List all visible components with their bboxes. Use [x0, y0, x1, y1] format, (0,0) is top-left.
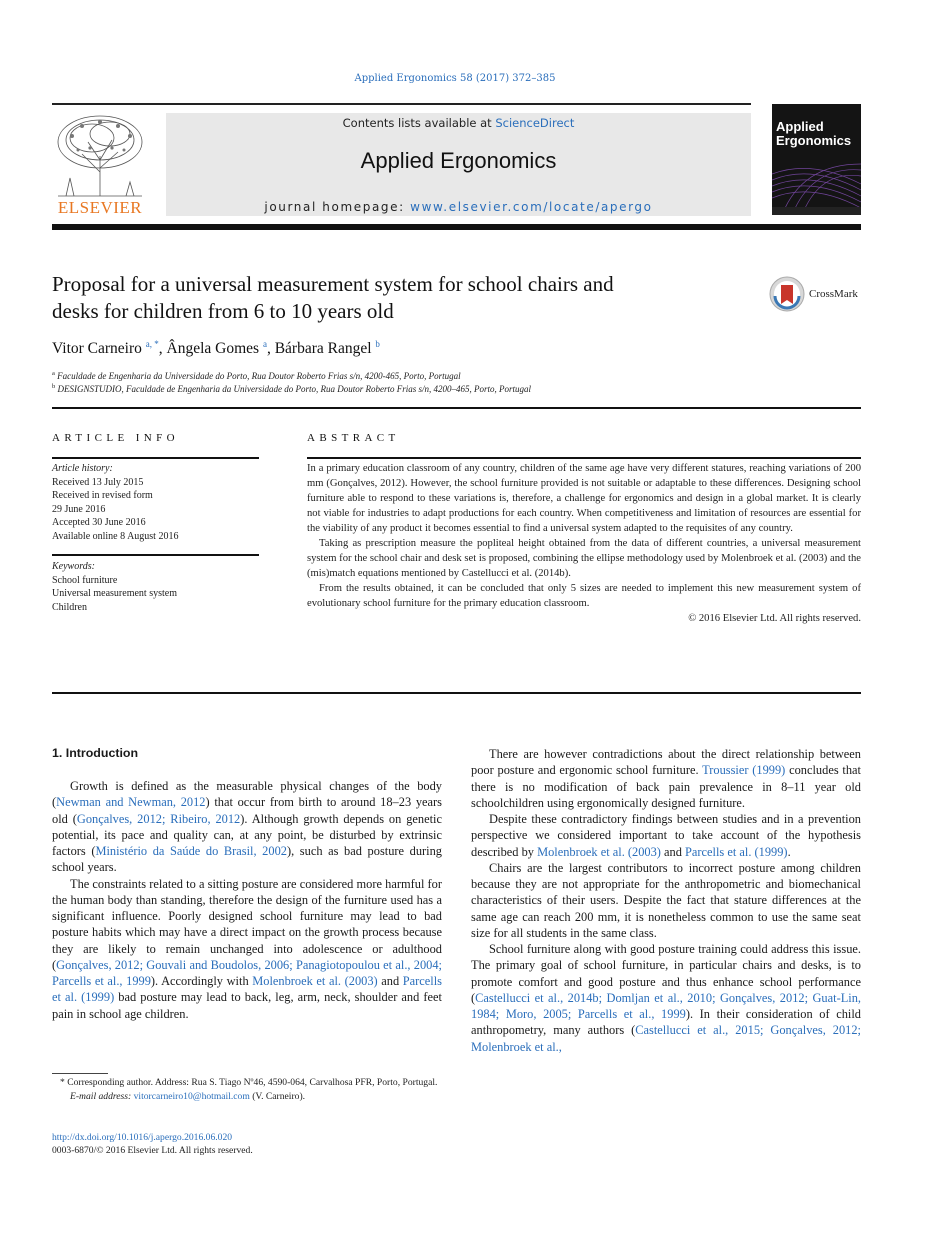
citation-link[interactable]: Ministério da Saúde do Brasil, 2002: [95, 844, 287, 858]
author-list: [52, 339, 380, 358]
crossmark-label: CrossMark: [809, 288, 858, 300]
body-text: ). In their consideration of child anthropometry, many authors (: [471, 1007, 862, 1038]
abstract-paragraph: In a primary education classroom of any country, children of the same age have very different statures, reaching variations of 200 mm (Gonçalves, 2012). However, the school furniture provided is not suitable or adaptable to these differences. Designing school furniture able to respond to these variations is, therefore, a challenge for ergonomics and design in a global market. It is clearly not viable for industries to adapt productions for each country. When competitiveness and limitation of resources are essential for the viability of any product it becomes essential to find a universal system adapted to the requisites of any country.: [307, 463, 861, 534]
email-line: [52, 1090, 442, 1104]
abstract-copyright: © 2016 Elsevier Ltd. All rights reserved.: [688, 613, 861, 624]
history-item: Accepted 30 June 2016: [52, 517, 146, 528]
author-name[interactable]: , Bárbara Rangel: [266, 340, 376, 358]
introduction-heading: 1. Introduction: [52, 746, 139, 760]
cover-title-line-1: Applied: [776, 119, 824, 134]
affiliation-b: [52, 383, 531, 394]
footnote: [52, 1076, 442, 1103]
body-text: Growth is defined as the measurable physical changes of the body (: [52, 779, 442, 810]
body-paragraph: [471, 941, 861, 1055]
contents-line: [166, 116, 751, 130]
journal-cover-image[interactable]: [772, 104, 861, 215]
body-text: .: [787, 844, 791, 859]
citation-link[interactable]: Parcells et al. (1999): [52, 974, 442, 1005]
body-text: ) that occur from birth to around 18–23 years old (: [52, 795, 442, 826]
section-divider: [52, 692, 861, 694]
homepage-prefix: journal homepage:: [264, 200, 411, 214]
body-column-left: [52, 778, 442, 1022]
body-text: and: [377, 974, 403, 988]
abstract-paragraph: Taking as prescription measure the popliteal height obtained from the data of different countries, a universal measurement system for the school chair and desk set is proposed, combining the ellipse methodology used by Molenbroek et al. (2003) and the (mis)match equations mentioned by Castellucci et al. (2014b).: [307, 538, 861, 579]
citation-link[interactable]: Molenbroek et al. (2003): [537, 844, 661, 859]
keywords-label: Keywords:: [52, 561, 95, 572]
body-paragraph: [471, 811, 861, 860]
body-text: ). Accordingly with: [150, 974, 253, 988]
body-text: concludes that there is no modification of back pain prevalence in 8–11 year old schoolchildren using ergonomically designed furniture.: [471, 763, 862, 810]
elsevier-logo[interactable]: [52, 112, 148, 218]
citation-link[interactable]: Gonçalves, 2012; Gouvali and Boudolos, 2006; Panagiotopoulou et al., 2004; Parcells et al., 1999: [52, 957, 442, 988]
footnote-rule: [52, 1073, 108, 1074]
citation-link[interactable]: Molenbroek et al. (2003): [252, 974, 378, 988]
abstract-paragraph: From the results obtained, it can be concluded that only 5 sizes are needed to implement this new measurement system of evolutionary school furniture for the primary education classroom.: [307, 583, 861, 609]
citation-link[interactable]: Castellucci et al., 2014b; Domljan et al., 2010; Gonçalves, 2012; Guat-Lin, 1984; Moro, 2005; Parcells et al., 1999: [471, 990, 861, 1021]
affiliation-a: [52, 370, 461, 381]
header-top-rule: [52, 103, 751, 105]
abstract-rule: [307, 457, 861, 459]
crossmark-icon: [769, 276, 805, 312]
history-item: 29 June 2016: [52, 503, 106, 515]
author-name[interactable]: Vitor Carneiro: [52, 340, 146, 358]
author-affiliation-mark[interactable]: a: [262, 339, 267, 349]
article-info-heading: ARTICLE INFO: [52, 432, 179, 444]
sciencedirect-link[interactable]: ScienceDirect: [495, 116, 575, 130]
elsevier-wordmark: ELSEVIER: [57, 198, 143, 217]
body-text: School furniture along with good posture training could address this issue. The primary goal of school furniture, in particular chairs and desks, is to promote comfort and good posture and thus enhance school performance (: [471, 942, 861, 1005]
history-item: Received 13 July 2015: [52, 476, 144, 488]
homepage-link[interactable]: www.elsevier.com/locate/apergo: [410, 200, 653, 214]
body-paragraph: [52, 876, 442, 1022]
body-paragraph: [471, 746, 861, 811]
issn-line: 0003-6870/© 2016 Elsevier Ltd. All rights reserved.: [52, 1145, 253, 1156]
doi-link[interactable]: http://dx.doi.org/10.1016/j.apergo.2016.06.020: [52, 1132, 233, 1143]
body-column-right: [471, 746, 861, 1055]
body-paragraph: [471, 860, 861, 941]
citation-link[interactable]: Parcells et al. (1999): [685, 844, 788, 859]
body-text: ), such as bad posture during school years.: [52, 844, 442, 875]
journal-title: Applied Ergonomics: [360, 148, 557, 173]
history-item: Received in revised form: [52, 490, 153, 501]
body-text: There are however contradictions about the direct relationship between poor posture and ergonomic school furniture.: [471, 747, 861, 778]
cover-title: [776, 120, 851, 148]
keywords-rule: [52, 554, 259, 556]
cover-title-line-2: Ergonomics: [776, 133, 852, 148]
body-text: Despite these contradictory findings between studies and in a prevention perspective we considered important to take account of the hypothesis described by: [471, 812, 861, 859]
affiliation-mark: a: [52, 370, 55, 377]
affiliation-mark: b: [52, 383, 56, 390]
citation-link[interactable]: Newman and Newman, 2012: [56, 795, 206, 810]
homepage-line: [166, 200, 751, 214]
citation-link[interactable]: Troussier (1999): [702, 763, 786, 778]
abstract-heading: ABSTRACT: [307, 432, 400, 444]
abstract-body: [307, 461, 861, 626]
crossmark-badge[interactable]: [769, 276, 864, 314]
keywords: [52, 560, 259, 614]
history-item: Available online 8 August 2016: [52, 530, 179, 542]
author-affiliation-mark[interactable]: b: [375, 339, 380, 349]
elsevier-tree-icon: [52, 112, 148, 198]
affiliation-text: Faculdade de Engenharia da Universidade do Porto, Rua Doutor Roberto Frias s/n, 4200-465, Porto, Portugal: [57, 371, 461, 381]
body-text: bad posture may lead to back, leg, arm, neck, shoulder and feet pain in school age children.: [52, 990, 442, 1021]
body-text: and: [660, 844, 686, 859]
author-affiliation-mark[interactable]: a, *: [145, 339, 159, 349]
article-history: [52, 462, 259, 543]
citation-link[interactable]: Castellucci et al., 2015; Gonçalves, 2012; Molenbroek et al.,: [471, 1023, 861, 1054]
section-divider: [52, 407, 861, 409]
paper-title-line-2: desks for children from 6 to 10 years old: [52, 299, 394, 323]
corresponding-author-note: * Corresponding author. Address: Rua S. Tiago Nº46, 4590-064, Carvalhosa PFR, Porto, Portugal.: [60, 1077, 438, 1088]
author-name[interactable]: , Ângela Gomes: [158, 340, 263, 358]
affiliation-text: DESIGNSTUDIO, Faculdade de Engenharia da Universidade do Porto, Rua Doutor Roberto Frias s/n, 4200–465, Porto, Portugal: [57, 384, 531, 394]
keyword-item: School furniture: [52, 574, 118, 586]
paper-title: [52, 271, 752, 325]
email-label: E-mail address:: [70, 1090, 134, 1102]
keyword-item: Children: [52, 601, 87, 613]
header-bottom-rule: [52, 224, 861, 230]
body-paragraph: [52, 778, 442, 876]
journal-reference[interactable]: Applied Ergonomics 58 (2017) 372–385: [354, 73, 556, 84]
contents-prefix: Contents lists available at: [342, 116, 496, 130]
body-text: Chairs are the largest contributors to incorrect posture among children because they are not appropriate for the anthropometric and biomechanical characteristics of their users. Despite the fact that stature differences at the same age can reach 200 mm, it is nonetheless common to use the same seat size for all students in the same class.: [471, 860, 861, 940]
citation-link[interactable]: Gonçalves, 2012; Ribeiro, 2012: [76, 811, 241, 826]
history-label: Article history:: [52, 463, 113, 474]
email-link[interactable]: vitorcarneiro10@hotmail.com: [133, 1090, 250, 1102]
body-text: The constraints related to a sitting posture are considered more harmful for the human body than standing, therefore the design of the furniture used has a significant influence. Poorly designed school furniture may lead to bad posture habits which may have a direct impact on the growth process because they are likely to remain unchanged into adolescence or adulthood (: [52, 876, 442, 972]
email-suffix: (V. Carneiro).: [249, 1090, 306, 1102]
keyword-item: Universal measurement system: [52, 588, 177, 599]
paper-title-line-1: Proposal for a universal measurement system for school chairs and: [52, 272, 614, 296]
article-info-rule: [52, 457, 259, 459]
body-text: ). Although growth depends on genetic potential, its pace and quality can, at any point, be disturbed by extrinsic factors (: [52, 811, 442, 858]
